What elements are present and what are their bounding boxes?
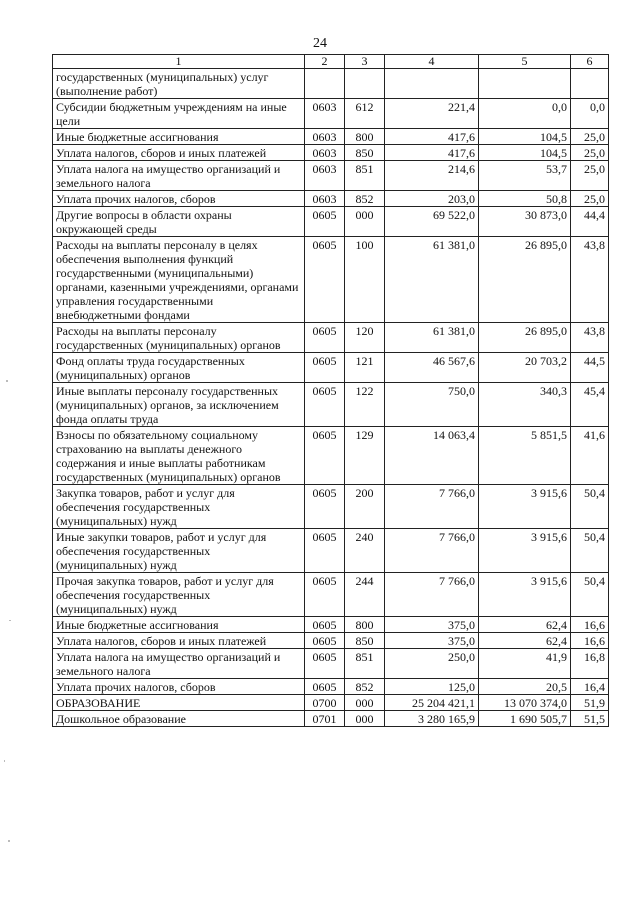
row-section-code: 0700 [305,695,345,711]
table-header-row [53,55,609,69]
row-type-code: 120 [345,323,385,353]
row-type-code: 244 [345,573,385,617]
row-fact-value: 1 690 505,7 [479,711,571,727]
row-fact-value: 5 851,5 [479,427,571,485]
row-plan-value: 3 280 165,9 [385,711,479,727]
row-name: Прочая закупка товаров, работ и услуг для обеспечения государственных (муниципальных) нужд [53,573,305,617]
row-percent: 41,6 [571,427,609,485]
row-plan-value: 7 766,0 [385,529,479,573]
row-fact-value: 0,0 [479,99,571,129]
row-name: Уплата прочих налогов, сборов [53,191,305,207]
table-row [53,323,609,353]
table-row [53,427,609,485]
row-plan-value: 125,0 [385,679,479,695]
row-section-code: 0701 [305,711,345,727]
table-row [53,353,609,383]
row-fact-value: 26 895,0 [479,323,571,353]
row-type-code: 852 [345,191,385,207]
row-type-code: 800 [345,617,385,633]
row-name: государственных (муниципальных) услуг (выполнение работ) [53,69,305,99]
table-row [53,207,609,237]
scan-speck [4,760,5,762]
row-plan-value: 14 063,4 [385,427,479,485]
row-section-code: 0605 [305,485,345,529]
row-name: Взносы по обязательному социальному страхованию на выплаты денежного содержания и иные выплаты работникам государственных (муниципальных) органов [53,427,305,485]
row-fact-value: 41,9 [479,649,571,679]
header-col-1: 1 [53,55,305,69]
row-name: Другие вопросы в области охраны окружающей среды [53,207,305,237]
row-type-code: 850 [345,145,385,161]
table-row [53,99,609,129]
scan-speck [6,380,8,382]
row-name: Иные бюджетные ассигнования [53,617,305,633]
row-fact-value: 53,7 [479,161,571,191]
row-type-code: 000 [345,695,385,711]
row-plan-value: 375,0 [385,617,479,633]
row-fact-value: 20 703,2 [479,353,571,383]
row-section-code: 0605 [305,237,345,323]
row-type-code: 129 [345,427,385,485]
header-col-4: 4 [385,55,479,69]
row-percent: 43,8 [571,323,609,353]
row-fact-value: 26 895,0 [479,237,571,323]
row-section-code: 0605 [305,529,345,573]
row-plan-value: 25 204 421,1 [385,695,479,711]
budget-table [52,54,609,727]
row-section-code: 0603 [305,129,345,145]
row-fact-value: 104,5 [479,145,571,161]
row-name: Уплата налога на имущество организаций и земельного налога [53,161,305,191]
row-type-code: 240 [345,529,385,573]
table-row [53,69,609,99]
row-plan-value: 221,4 [385,99,479,129]
row-section-code [305,69,345,99]
row-percent: 16,6 [571,617,609,633]
table-row [53,617,609,633]
row-plan-value: 417,6 [385,129,479,145]
scan-speck [9,620,11,621]
row-percent: 16,8 [571,649,609,679]
table-row [53,191,609,207]
row-percent: 51,5 [571,711,609,727]
table-row [53,649,609,679]
row-section-code: 0605 [305,353,345,383]
scan-speck [8,840,10,842]
row-name: Уплата прочих налогов, сборов [53,679,305,695]
row-name: Субсидии бюджетным учреждениям на иные цели [53,99,305,129]
table-row [53,573,609,617]
row-fact-value: 50,8 [479,191,571,207]
row-type-code: 000 [345,711,385,727]
row-name: Уплата налогов, сборов и иных платежей [53,145,305,161]
row-plan-value: 214,6 [385,161,479,191]
row-section-code: 0603 [305,191,345,207]
row-percent [571,69,609,99]
row-fact-value: 3 915,6 [479,529,571,573]
row-percent: 45,4 [571,383,609,427]
table-body [53,69,609,727]
row-section-code: 0603 [305,145,345,161]
row-fact-value [479,69,571,99]
table-row [53,485,609,529]
table-row [53,711,609,727]
table-row [53,695,609,711]
row-fact-value: 3 915,6 [479,573,571,617]
table-row [53,633,609,649]
row-section-code: 0603 [305,161,345,191]
row-percent: 16,6 [571,633,609,649]
row-section-code: 0605 [305,207,345,237]
row-percent: 44,4 [571,207,609,237]
row-fact-value: 62,4 [479,617,571,633]
row-percent: 0,0 [571,99,609,129]
row-percent: 16,4 [571,679,609,695]
row-plan-value: 750,0 [385,383,479,427]
header-col-2: 2 [305,55,345,69]
row-plan-value: 46 567,6 [385,353,479,383]
row-plan-value: 7 766,0 [385,573,479,617]
row-name: Уплата налогов, сборов и иных платежей [53,633,305,649]
row-plan-value: 61 381,0 [385,237,479,323]
row-type-code: 852 [345,679,385,695]
header-col-6: 6 [571,55,609,69]
row-name: Закупка товаров, работ и услуг для обеспечения государственных (муниципальных) нужд [53,485,305,529]
header-col-5: 5 [479,55,571,69]
table-row [53,161,609,191]
row-percent: 25,0 [571,191,609,207]
row-percent: 50,4 [571,485,609,529]
row-type-code: 851 [345,649,385,679]
table-row [53,145,609,161]
row-type-code: 000 [345,207,385,237]
row-fact-value: 20,5 [479,679,571,695]
row-percent: 25,0 [571,129,609,145]
row-plan-value: 69 522,0 [385,207,479,237]
row-plan-value: 61 381,0 [385,323,479,353]
row-percent: 25,0 [571,161,609,191]
row-percent: 25,0 [571,145,609,161]
row-plan-value: 250,0 [385,649,479,679]
row-section-code: 0603 [305,99,345,129]
row-section-code: 0605 [305,573,345,617]
row-percent: 44,5 [571,353,609,383]
table-row [53,129,609,145]
row-type-code: 851 [345,161,385,191]
row-percent: 50,4 [571,573,609,617]
row-name: Иные закупки товаров, работ и услуг для обеспечения государственных (муниципальных) нужд [53,529,305,573]
row-section-code: 0605 [305,679,345,695]
row-section-code: 0605 [305,649,345,679]
row-percent: 51,9 [571,695,609,711]
table-row [53,237,609,323]
row-fact-value: 104,5 [479,129,571,145]
row-section-code: 0605 [305,617,345,633]
row-name: Уплата налога на имущество организаций и земельного налога [53,649,305,679]
row-fact-value: 13 070 374,0 [479,695,571,711]
row-name: Фонд оплаты труда государственных (муниципальных) органов [53,353,305,383]
row-type-code: 612 [345,99,385,129]
row-name: Расходы на выплаты персоналу государственных (муниципальных) органов [53,323,305,353]
header-col-3: 3 [345,55,385,69]
row-name: Иные выплаты персоналу государственных (муниципальных) органов, за исключением фонда оплаты труда [53,383,305,427]
row-percent: 50,4 [571,529,609,573]
row-fact-value: 340,3 [479,383,571,427]
row-percent: 43,8 [571,237,609,323]
table-row [53,383,609,427]
row-type-code: 122 [345,383,385,427]
row-name: Дошкольное образование [53,711,305,727]
row-type-code: 850 [345,633,385,649]
table-row [53,679,609,695]
row-section-code: 0605 [305,323,345,353]
row-fact-value: 3 915,6 [479,485,571,529]
page-number: 24 [313,36,327,51]
row-type-code: 800 [345,129,385,145]
row-plan-value [385,69,479,99]
row-plan-value: 417,6 [385,145,479,161]
row-section-code: 0605 [305,633,345,649]
row-name: Расходы на выплаты персоналу в целях обеспечения выполнения функций государственными (муниципальными) органами, казенными учреждениями, органами управления государственными внебюджетными фондами [53,237,305,323]
row-plan-value: 375,0 [385,633,479,649]
row-section-code: 0605 [305,383,345,427]
row-type-code: 100 [345,237,385,323]
row-name: ОБРАЗОВАНИЕ [53,695,305,711]
row-section-code: 0605 [305,427,345,485]
row-type-code: 200 [345,485,385,529]
row-plan-value: 203,0 [385,191,479,207]
table-row [53,529,609,573]
row-type-code [345,69,385,99]
row-type-code: 121 [345,353,385,383]
row-plan-value: 7 766,0 [385,485,479,529]
row-fact-value: 30 873,0 [479,207,571,237]
row-name: Иные бюджетные ассигнования [53,129,305,145]
row-fact-value: 62,4 [479,633,571,649]
